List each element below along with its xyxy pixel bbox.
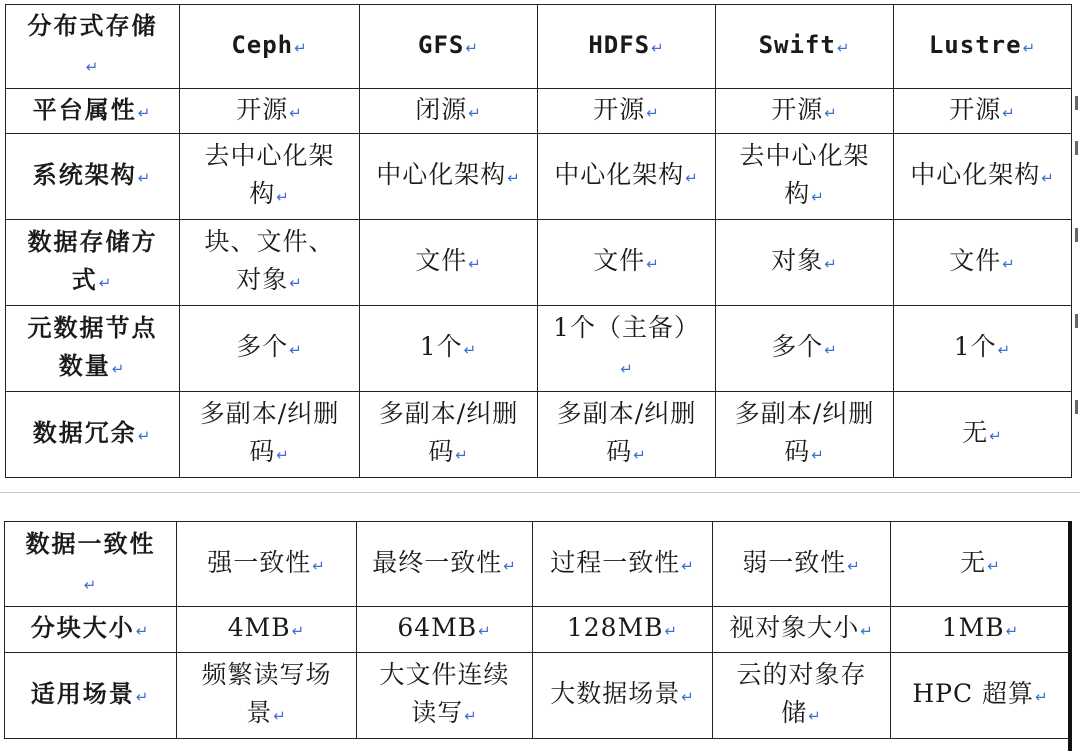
table-row-redundancy — [6, 392, 1072, 478]
row-label: 数据冗余↵ — [6, 392, 180, 478]
table-row-architecture — [6, 134, 1072, 220]
row-label: 数据存储方式↵ — [6, 220, 180, 306]
table-cell: 文件↵ — [894, 220, 1072, 306]
header-cell-gfs: GFS↵ — [360, 5, 538, 89]
table-cell: 去中心化架构↵ — [716, 134, 894, 220]
table-cell: 开源↵ — [538, 89, 716, 134]
table-cell: 1MB↵ — [891, 607, 1071, 653]
table-cell: 1个↵ — [894, 306, 1072, 392]
page-divider — [0, 492, 1080, 493]
table-cell: 大文件连续读写↵ — [357, 653, 533, 739]
comparison-table-top — [5, 4, 1072, 478]
table-cell: HPC 超算↵ — [891, 653, 1071, 739]
table-row-storage-type — [6, 220, 1072, 306]
table-cell: 无↵ — [891, 522, 1071, 607]
table-cell: 强一致性↵ — [177, 522, 357, 607]
table-row-metadata-nodes — [6, 306, 1072, 392]
table-row-consistency — [5, 522, 1071, 607]
row-label: 平台属性↵ — [6, 89, 180, 134]
header-cell-swift: Swift↵ — [716, 5, 894, 89]
table-header-row — [6, 5, 1072, 89]
table-cell: 文件↵ — [538, 220, 716, 306]
header-cell-hdfs: HDFS↵ — [538, 5, 716, 89]
table-cell: 多副本/纠删码↵ — [360, 392, 538, 478]
header-cell-ceph: Ceph↵ — [180, 5, 360, 89]
table-cell: 多个↵ — [716, 306, 894, 392]
table-cell: 无↵ — [894, 392, 1072, 478]
table-cell: 闭源↵ — [360, 89, 538, 134]
table-cell: 文件↵ — [360, 220, 538, 306]
table-cell: 中心化架构↵ — [360, 134, 538, 220]
table-cell: 多副本/纠删码↵ — [180, 392, 360, 478]
table-row-use-case — [5, 653, 1071, 739]
table-row-platform — [6, 89, 1072, 134]
margin-tick — [1075, 141, 1078, 155]
table-cell: 1个（主备）↵ — [538, 306, 716, 392]
table-cell: 弱一致性↵ — [713, 522, 891, 607]
table-cell: 过程一致性↵ — [533, 522, 713, 607]
table-cell: 块、文件、对象↵ — [180, 220, 360, 306]
table-cell: 开源↵ — [894, 89, 1072, 134]
margin-tick — [1075, 96, 1078, 110]
table-cell: 云的对象存储↵ — [713, 653, 891, 739]
table-cell: 多副本/纠删码↵ — [716, 392, 894, 478]
row-label: 系统架构↵ — [6, 134, 180, 220]
header-cell-category: 分布式存储↵ — [6, 5, 180, 89]
table-cell: 中心化架构↵ — [894, 134, 1072, 220]
margin-tick — [1075, 400, 1078, 414]
table-cell: 4MB↵ — [177, 607, 357, 653]
table-cell: 开源↵ — [180, 89, 360, 134]
table-cell: 对象↵ — [716, 220, 894, 306]
table-cell: 去中心化架构↵ — [180, 134, 360, 220]
table-cell: 开源↵ — [716, 89, 894, 134]
table-cell: 频繁读写场景↵ — [177, 653, 357, 739]
comparison-table-bottom — [4, 521, 1071, 739]
table-cell: 最终一致性↵ — [357, 522, 533, 607]
table-cell: 多个↵ — [180, 306, 360, 392]
table-cell: 中心化架构↵ — [538, 134, 716, 220]
row-label: 数据一致性↵ — [5, 522, 177, 607]
row-label: 分块大小↵ — [5, 607, 177, 653]
margin-tick — [1075, 314, 1078, 328]
table-cell: 视对象大小↵ — [713, 607, 891, 653]
margin-tick — [1075, 228, 1078, 242]
table-cell: 大数据场景↵ — [533, 653, 713, 739]
table-cell: 64MB↵ — [357, 607, 533, 653]
row-label: 适用场景↵ — [5, 653, 177, 739]
table-cell: 128MB↵ — [533, 607, 713, 653]
header-cell-lustre: Lustre↵ — [894, 5, 1072, 89]
table-cell: 1个↵ — [360, 306, 538, 392]
table-row-block-size — [5, 607, 1071, 653]
row-label: 元数据节点数量↵ — [6, 306, 180, 392]
table-cell: 多副本/纠删码↵ — [538, 392, 716, 478]
right-border-bar — [1068, 521, 1072, 751]
